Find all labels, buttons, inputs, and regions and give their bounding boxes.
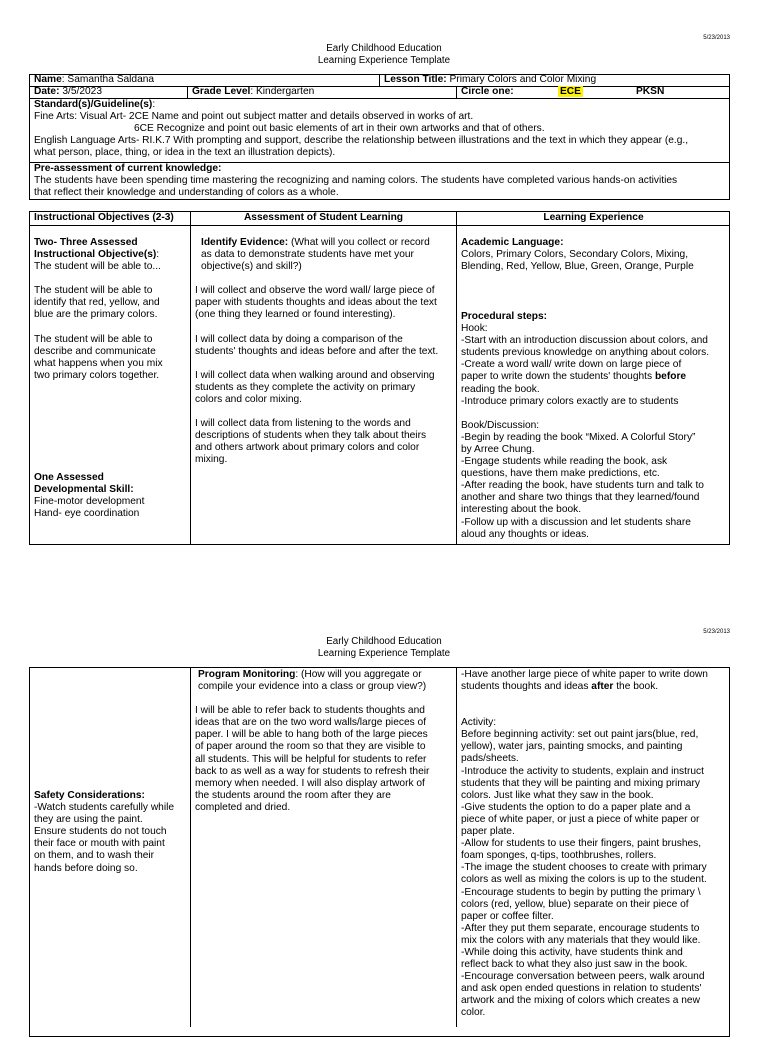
preassessment-section: Pre-assessment of current knowledge: The students have been spending time mastering the recognizing and naming colors. The students have completed various hands-on activities that reflect their knowledge and understanding of colors as a whole.	[34, 163, 678, 199]
date-stamp-2: 5/23/2013	[703, 629, 730, 635]
objectives-column: Two- Three Assessed Instructional Objective(s): The student will be able to... The student will be able to identify that red, yellow, and blue are the primary colors. The student will be able to describe and communicate what happens when you mix two primary colors together.	[34, 237, 163, 381]
procedural-steps: Procedural steps: Hook: -Start with an introduction discussion about colors, and students previous knowledge on anything about colors. -Create a word wall/ write down on large piece of paper to write down the students' thoughts before reading the book. -Introduce primary colors exactly are to students Book/Discussion: -Begin by reading the book “Mixed. A Colorful Story” by Arree Chung. -Engage students while reading the book, ask questions, have them make predictions, etc. -After reading the book, have students turn and talk to another and share two things that they learned/found interesting about the book. -Follow up with a discussion and let students share aloud any thoughts or ideas.	[461, 311, 710, 540]
circle-one-label: Circle one:	[461, 86, 514, 97]
page-header-2	[0, 636, 768, 659]
page-header	[0, 43, 768, 66]
activity-section: -Have another large piece of white paper to write down students thoughts and ideas after the book. Activity: Before beginning activity: set out paint jars(blue, red, yellow), water jars, painting smocks, and painting pads/sheets. -Introduce the activity to students, explain and instruct students that they will be painting and mixing primary colors. Just like what they saw in the book. -Give students the option to do a paper plate and a piece of white paper, or just a piece of white paper or paper plate. -Allow for students to use their fingers, paint brushes, foam sponges, q-tips, toothbrushes, rollers. -The image the student chooses to create with primary colors as well as mixing the colors is up to the student. -Encourage students to begin by putting the primary \ colors (red, yellow, blue) separate on their piece of paper or coffee filter. -After they put them separate, encourage students to mix the colors with any materials that they would like. -While doing this activity, have students think and reflect back to what they also just saw in the book. -Encourage conversation between peers, walk around and ask open ended questions in relation to students' artwork and the mixing of colors which creates a new color.	[461, 669, 708, 1019]
header-line-2: Learning Experience Template	[317, 54, 451, 66]
header-line-1: Early Childhood Education	[326, 636, 442, 647]
program-monitoring: Program Monitoring: (How will you aggregate or compile your evidence into a class or group view?) I will be able to refer back to students thoughts and ideas that are on the two word walls/large pieces of paper. I will be able to hang both of the large pieces of paper around the room so that they are visible to all students. This will be helpful for students to refer back to as well as a way for students to refresh their memory when needed. I will also display artwork of the students around the room after they are completed and dried.	[195, 669, 430, 813]
header-line-1: Early Childhood Education	[326, 43, 442, 54]
col-header-assessment: Assessment of Student Learning	[243, 212, 404, 223]
lesson-title-field: Lesson Title: Primary Colors and Color Mixing	[384, 74, 597, 85]
standards-section: Standard(s)/Guideline(s): Fine Arts: Visual Art- 2CE Name and point out subject matter and details observed in works of art. 6CE Recognize and point out basic elements of art in their own artworks and that of others. English Language Arts- RI.K.7 With prompting and support, describe the relationship between illustrations and the text in which they appear (e.g., what person, place, thing, or idea in the text an illustration depicts).	[34, 99, 689, 159]
date-stamp: 5/23/2013	[703, 35, 730, 41]
name-field: Name: Samantha Saldana	[34, 74, 155, 85]
safety-considerations: Safety Considerations: -Watch students carefully while they are using the paint. Ensure students do not touch their face or mouth with paint on them, and to wash their hands before doing so.	[34, 790, 175, 874]
grade-level-field: Grade Level: Kindergarten	[192, 86, 315, 97]
developmental-skill: One Assessed Developmental Skill: Fine-motor development Hand- eye coordination	[34, 472, 145, 520]
col-header-experience: Learning Experience	[543, 212, 644, 223]
header-line-2: Learning Experience Template	[317, 647, 451, 659]
col-header-objectives: Instructional Objectives (2-3)	[34, 212, 174, 223]
date-field: Date: 3/5/2023	[34, 86, 102, 97]
assessment-column: Identify Evidence: (What will you collect or record as data to demonstrate students have met your objective(s) and skill?) I will collect and observe the word wall/ large piece of paper with students thoughts and ideas about the text (one thing they learned or found interesting). I will collect data by doing a comparison of the students' thoughts and ideas before and after the text. I will collect data when walking around and observing students as they complete the activity on primary colors and color mixing. I will collect data from listening to the words and descriptions of students when they talk about theirs and others artwork about primary colors and color mixing.	[195, 237, 439, 466]
circle-pksn: PKSN	[636, 86, 665, 97]
circle-ece: ECE	[560, 86, 581, 97]
experience-column: Academic Language: Colors, Primary Colors, Secondary Colors, Mixing, Blending, Red, Yellow, Blue, Green, Orange, Purple	[461, 237, 694, 273]
